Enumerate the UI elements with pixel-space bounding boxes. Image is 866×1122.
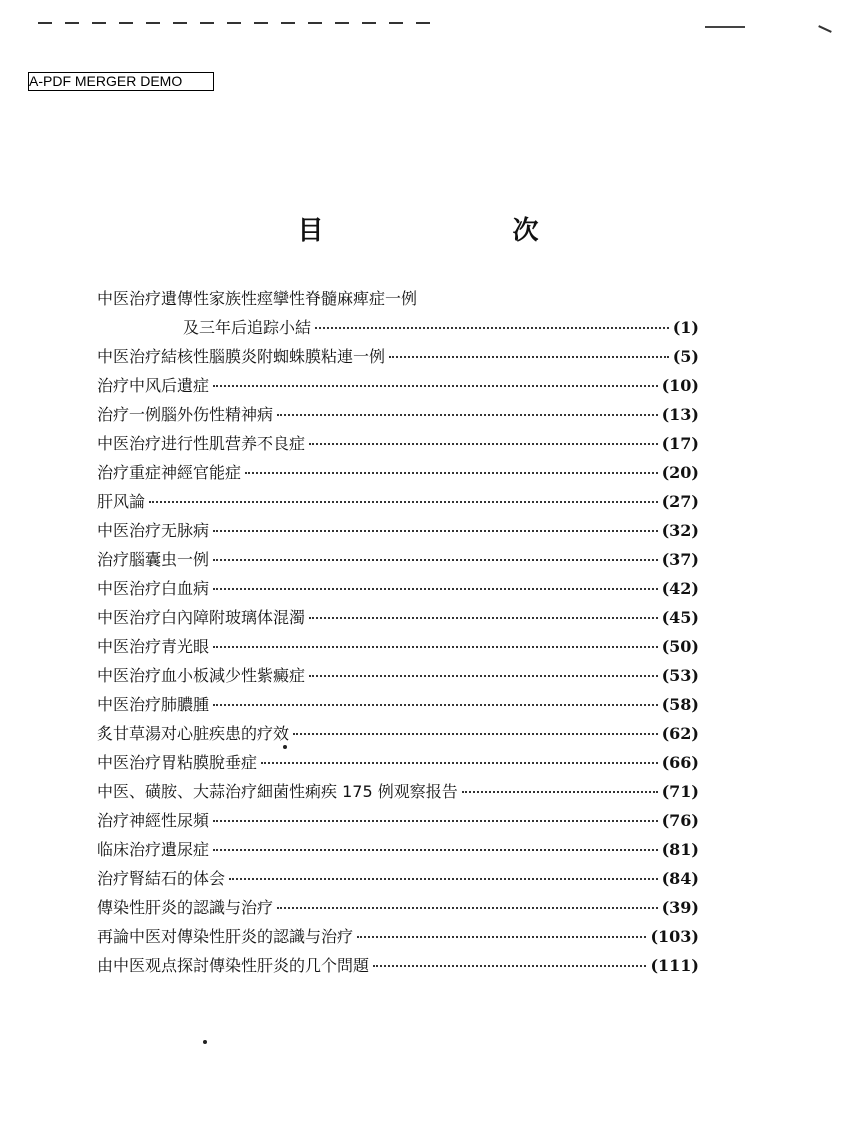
toc-entry[interactable] [97, 547, 699, 576]
toc-entry[interactable] [97, 808, 699, 837]
toc-entry[interactable] [97, 837, 699, 866]
dot-leader [245, 472, 658, 474]
toc-entry-page: (81) [661, 840, 699, 859]
toc-entry[interactable] [97, 634, 699, 663]
toc-entry-title: 炙甘草湯对心脏疾患的疗效 [97, 724, 290, 743]
toc-entry-title: 中医、磺胺、大蒜治疗細菌性痢疾 175 例观察报告 [97, 782, 458, 801]
toc-entry-title: 中医治疗白血病 [97, 579, 210, 598]
toc-entry[interactable] [97, 692, 699, 721]
toc-entry-page: (39) [661, 898, 699, 917]
toc-entry[interactable] [97, 721, 699, 750]
dot-leader [213, 646, 658, 648]
toc-entry-title: 治疗神經性尿頻 [97, 811, 210, 830]
toc-entry[interactable] [97, 953, 699, 982]
toc-entry-page: (58) [661, 695, 699, 714]
toc-entry[interactable] [97, 460, 699, 489]
toc-entry-page: (13) [661, 405, 699, 424]
dot-leader [309, 675, 658, 677]
dot-leader [213, 704, 658, 706]
toc-entry-page: (50) [661, 637, 699, 656]
toc-entry-page: (20) [661, 463, 699, 482]
toc-entry-title: 由中医观点探討傳染性肝炎的几个問題 [97, 956, 370, 975]
dot-leader [277, 414, 658, 416]
table-of-contents [97, 286, 699, 982]
dot-leader [213, 559, 658, 561]
dot-leader [462, 791, 658, 793]
toc-entry-page: (27) [661, 492, 699, 511]
scan-artifact [818, 25, 832, 33]
toc-entry-page: (103) [650, 927, 699, 946]
dot-leader [213, 588, 658, 590]
dot-leader [213, 530, 658, 532]
toc-entry[interactable] [97, 576, 699, 605]
toc-entry-title: 中医治疗进行性肌营养不良症 [97, 434, 306, 453]
toc-entry-page: (71) [661, 782, 699, 801]
toc-entry-page: (84) [661, 869, 699, 888]
toc-entry-page: (42) [661, 579, 699, 598]
toc-entry[interactable] [97, 518, 699, 547]
toc-entry-title: 中医治疗白內障附玻璃体混濁 [97, 608, 306, 627]
toc-entry-title: 治疗一例腦外伤性精神病 [97, 405, 274, 424]
toc-entry-page: (62) [661, 724, 699, 743]
toc-entry-title: 临床治疗遺尿症 [97, 840, 210, 859]
dot-leader [149, 501, 658, 503]
toc-entry-title: 中医治疗遺傳性家族性痙攣性脊髓麻痺症一例 [97, 289, 418, 308]
dot-leader [261, 762, 658, 764]
toc-entry-page: (66) [661, 753, 699, 772]
toc-entry[interactable] [97, 895, 699, 924]
toc-entry-page: (17) [661, 434, 699, 453]
toc-entry[interactable] [97, 750, 699, 779]
toc-entry-title: 治疗中风后遺症 [97, 376, 210, 395]
dot-leader [309, 443, 658, 445]
toc-entry-title: 治疗腎結石的体会 [97, 869, 226, 888]
toc-entry-page: (111) [650, 956, 699, 975]
toc-entry[interactable] [97, 924, 699, 953]
toc-entry-title: 中医治疗胃粘膜脫垂症 [97, 753, 258, 772]
dot-leader [213, 820, 658, 822]
dot-leader [293, 733, 658, 735]
toc-entry[interactable] [97, 286, 699, 315]
toc-entry-title: 再論中医对傳染性肝炎的認識与治疗 [97, 927, 354, 946]
toc-entry[interactable] [97, 315, 699, 344]
toc-entry[interactable] [97, 489, 699, 518]
toc-entry-title: 中医治疗肺膿腫 [97, 695, 210, 714]
toc-entry[interactable] [97, 344, 699, 373]
toc-entry-title: 中医治疗結核性腦膜炎附蜘蛛膜粘連一例 [97, 347, 386, 366]
toc-entry[interactable] [97, 431, 699, 460]
toc-entry[interactable] [97, 663, 699, 692]
toc-entry-page: (37) [661, 550, 699, 569]
toc-entry[interactable] [97, 373, 699, 402]
dot-leader [315, 327, 669, 329]
scan-speck [283, 745, 287, 749]
dot-leader [277, 907, 658, 909]
toc-entry-page: (76) [661, 811, 699, 830]
scan-artifact [705, 26, 745, 28]
toc-entry[interactable] [97, 605, 699, 634]
toc-entry[interactable] [97, 779, 699, 808]
toc-entry-page: (32) [661, 521, 699, 540]
toc-entry-title: 中医治疗无脉病 [97, 521, 210, 540]
toc-entry[interactable] [97, 402, 699, 431]
toc-entry-page: (5) [672, 347, 699, 366]
toc-entry-title: 肝风論 [97, 492, 146, 511]
toc-entry-page: (53) [661, 666, 699, 685]
page-title: 目 次 [297, 216, 629, 246]
scan-speck [203, 1040, 207, 1044]
dot-leader [373, 965, 646, 967]
dot-leader [389, 356, 669, 358]
dot-leader [309, 617, 658, 619]
toc-entry-title: 傳染性肝炎的認識与治疗 [97, 898, 274, 917]
dot-leader [213, 849, 658, 851]
dot-leader [213, 385, 658, 387]
toc-entry-page: (45) [661, 608, 699, 627]
scan-artifact [38, 22, 438, 24]
toc-entry-title: 治疗腦囊虫一例 [97, 550, 210, 569]
dot-leader [229, 878, 658, 880]
dot-leader [357, 936, 646, 938]
toc-entry-title: 中医治疗青光眼 [97, 637, 210, 656]
toc-entry-title: 及三年后追踪小結 [183, 318, 312, 337]
toc-entry[interactable] [97, 866, 699, 895]
toc-entry-title: 中医治疗血小板減少性紫癜症 [97, 666, 306, 685]
toc-entry-page: (10) [661, 376, 699, 395]
watermark: A-PDF MERGER DEMO [28, 72, 214, 91]
toc-entry-title: 治疗重症神經官能症 [97, 463, 242, 482]
toc-entry-page: (1) [672, 318, 699, 337]
